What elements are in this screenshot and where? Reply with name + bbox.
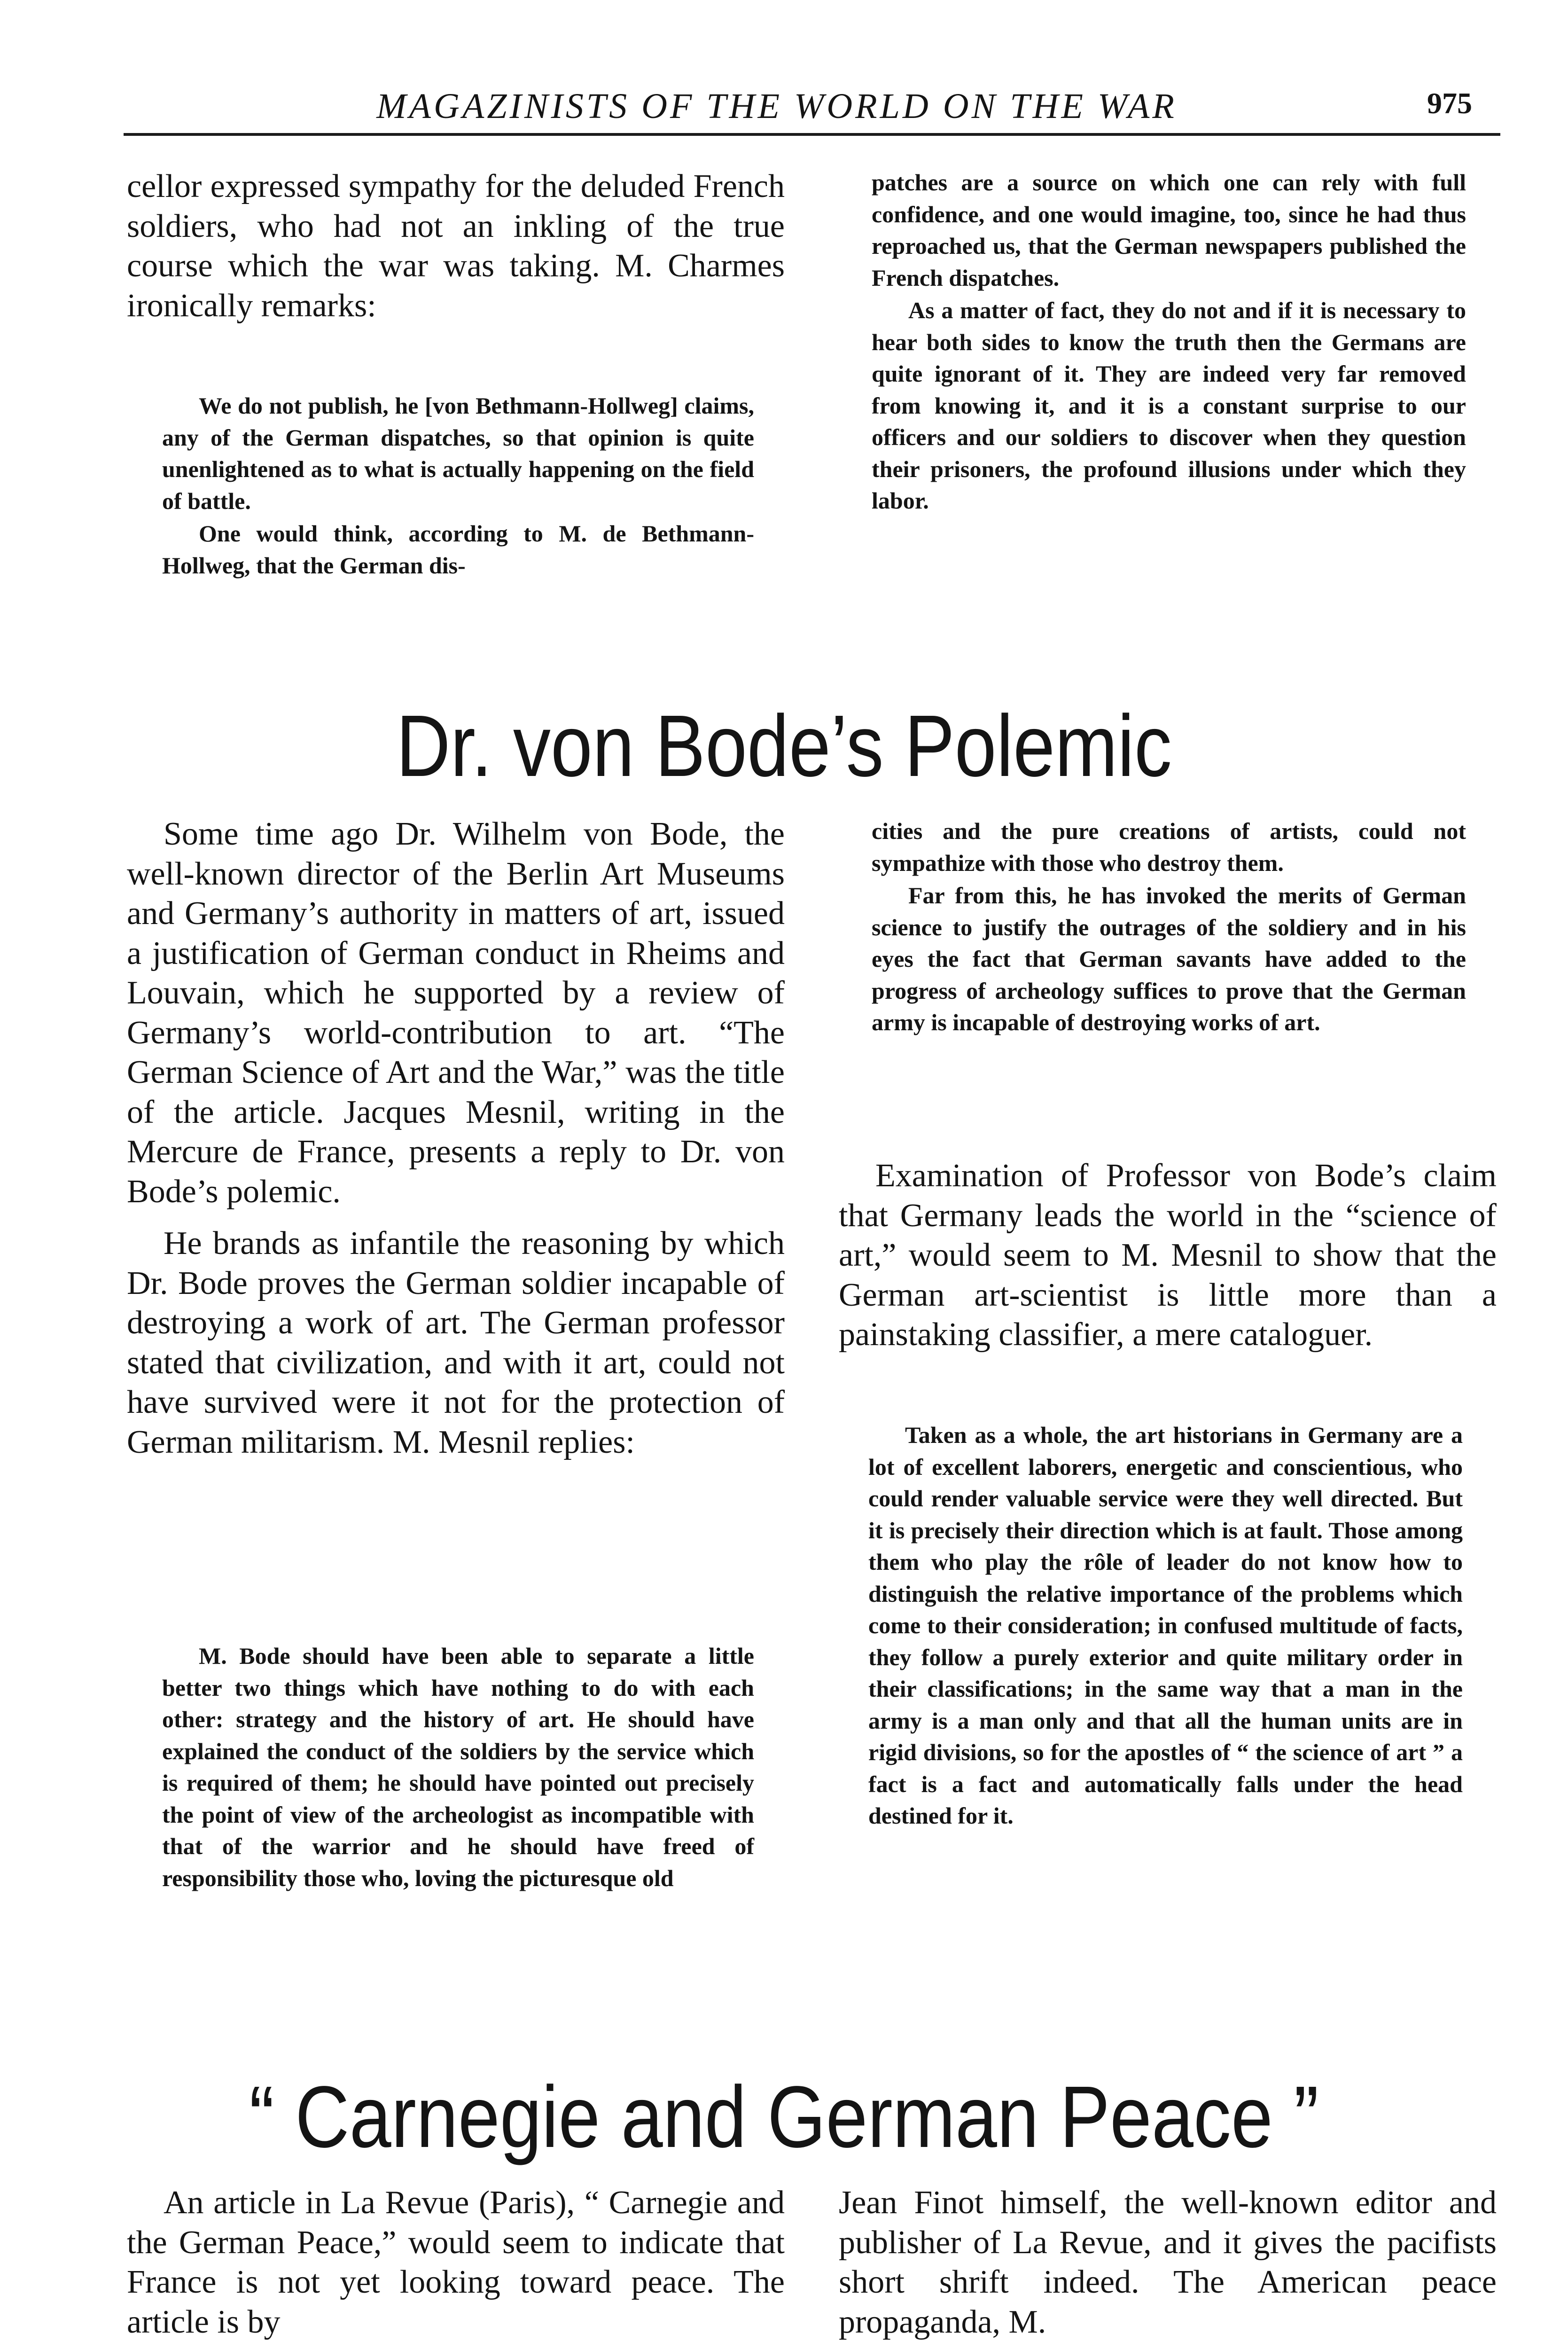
quote-paragraph: M. Bode should have been able to separate a little better two things which have nothing to do with each other: strategy and the history of art. He should have explained the conduct of the soldiers by the service which is required of them; he should have pointed out precisely the point of view of the archeologist as incompatible with that of the warrior and he should have freed of responsibility those who, loving the picturesque old	[162, 1643, 754, 1891]
top-left-column	[127, 167, 785, 326]
bode-article-title: Dr. von Bode’s Polemic	[396, 697, 1172, 795]
article-paragraph: Some time ago Dr. Wilhelm von Bode, the well-known director of the Berlin Art Museums and Germany’s authority in matters of art, issued a justification of German conduct in Rheims and Louvain, which he supported by a review of Germany’s world-contribution to art. “The German Science of Art and the War,” was the title of the article. Jacques Mesnil, writing in the Mercure de France, presents a reply to Dr. von Bode’s polemic.	[127, 816, 785, 1210]
bode-left-quote	[162, 1640, 754, 1894]
quote-paragraph: We do not publish, he [von Bethmann-Hollweg] claims, any of the German dispatches, so that opinion is quite unenlightened as to what is actually happening on the field of battle.	[162, 392, 754, 514]
bode-right-quote-1	[872, 815, 1466, 1039]
carnegie-left-column	[127, 2183, 785, 2342]
quote-paragraph: Taken as a whole, the art historians in Germany are a lot of excellent laborers, energetic and conscientious, who could render valuable service were they well directed. But it is precisely their direction which is at fault. Those among them who play the rôle of leader do not know how to distinguish the relative importance of the problems which come to their consideration; in confused multitude of facts, they follow a purely exterior and quite military order in their classifications; in the same way that a man in the army is a man only and that all the human units are in rigid divisions, so for the apostles of “ the science of art ” a fact is a fact and automatically falls under the head destined for it.	[868, 1422, 1463, 1829]
page-number: 975	[1427, 86, 1472, 120]
top-left-quote	[162, 390, 754, 581]
quote-paragraph: cities and the pure creations of artists, could not sympathize with those who destroy them.	[872, 818, 1466, 876]
bode-left-column	[127, 815, 785, 1462]
quote-paragraph: One would think, according to M. de Bethmann-Hollweg, that the German dis-	[162, 520, 754, 579]
carnegie-article-title: “ Carnegie and German Peace ”	[249, 2068, 1319, 2166]
quote-paragraph: patches are a source on which one can rely with full confidence, and one would imagine, too, since he had thus reproached us, that the German newspapers published the French dispatches.	[872, 169, 1466, 291]
top-left-paragraph: cellor expressed sympathy for the deluded French soldiers, who had not an inkling of the true course which the war was taking. M. Charmes ironically remarks:	[127, 168, 785, 324]
running-header	[124, 86, 1500, 136]
article-paragraph: An article in La Revue (Paris), “ Carnegie and the German Peace,” would seem to indicate that France is not yet looking toward peace. The article is by	[127, 2185, 785, 2340]
article-paragraph: Jean Finot himself, the well-known editor and publisher of La Revue, and it gives the pacifists short shrift indeed. The American peace propaganda, M.	[839, 2185, 1497, 2340]
top-right-quote	[872, 167, 1466, 517]
quote-paragraph: Far from this, he has invoked the merits of German science to justify the outrages of the soldiery and in his eyes the fact that German savants have added to the progress of archeology suffices to prove that the German army is incapable of destroying works of art.	[872, 882, 1466, 1035]
carnegie-right-column	[839, 2183, 1497, 2342]
article-paragraph: He brands as infantile the reasoning by which Dr. Bode proves the German soldier incapable of destroying a work of art. The German professor stated that civilization, and with it art, could not have survived were it not for the protection of German militarism. M. Mesnil replies:	[127, 1225, 785, 1460]
running-title: MAGAZINISTS OF THE WORLD ON THE WAR	[376, 86, 1177, 126]
bode-right-quote-2	[868, 1419, 1463, 1832]
bode-right-paragraph-block	[839, 1156, 1497, 1355]
quote-paragraph: As a matter of fact, they do not and if it is necessary to hear both sides to know the truth then the Germans are quite ignorant of it. They are indeed very far removed from knowing it, and it is a constant surprise to our officers and our soldiers to discover when they question their prisoners, the profound illusions under which they labor.	[872, 297, 1466, 514]
article-paragraph: Examination of Professor von Bode’s claim that Germany leads the world in the “science of art,” would seem to M. Mesnil to show that the German art-scientist is little more than a painstaking classifier, a mere cataloguer.	[839, 1158, 1497, 1353]
